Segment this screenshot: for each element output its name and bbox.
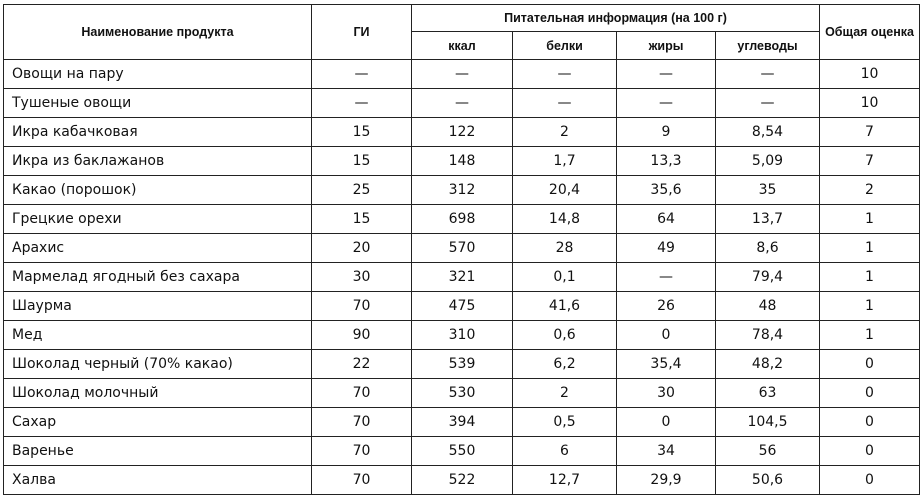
cell-protein: 20,4 <box>513 176 617 205</box>
table-row <box>4 147 920 176</box>
cell-score: 0 <box>820 466 920 495</box>
cell-fat: 29,9 <box>617 466 716 495</box>
cell-kcal: 550 <box>412 437 513 466</box>
cell-name: Шоколад молочный <box>4 379 312 408</box>
cell-score: 0 <box>820 437 920 466</box>
cell-kcal: 475 <box>412 292 513 321</box>
cell-kcal: 522 <box>412 466 513 495</box>
cell-protein: 41,6 <box>513 292 617 321</box>
cell-score: 7 <box>820 147 920 176</box>
table-row <box>4 292 920 321</box>
cell-name: Тушеные овощи <box>4 89 312 118</box>
cell-carbs: 8,54 <box>716 118 820 147</box>
cell-gi: 90 <box>312 321 412 350</box>
cell-gi: — <box>312 89 412 118</box>
nutrition-table <box>3 4 920 495</box>
cell-protein: 0,6 <box>513 321 617 350</box>
cell-protein: — <box>513 89 617 118</box>
table-row <box>4 408 920 437</box>
cell-gi: 70 <box>312 408 412 437</box>
cell-name: Икра кабачковая <box>4 118 312 147</box>
cell-carbs: 48 <box>716 292 820 321</box>
cell-score: 1 <box>820 321 920 350</box>
cell-protein: 2 <box>513 379 617 408</box>
cell-gi: 70 <box>312 466 412 495</box>
cell-name: Икра из баклажанов <box>4 147 312 176</box>
cell-fat: 9 <box>617 118 716 147</box>
header-gi: ГИ <box>312 5 412 60</box>
cell-score: 10 <box>820 60 920 89</box>
header-nutrition-info: Питательная информация (на 100 г) <box>412 5 820 32</box>
table-row <box>4 437 920 466</box>
cell-name: Халва <box>4 466 312 495</box>
cell-protein: 1,7 <box>513 147 617 176</box>
cell-kcal: 570 <box>412 234 513 263</box>
cell-carbs: 50,6 <box>716 466 820 495</box>
table-row <box>4 205 920 234</box>
cell-protein: 6,2 <box>513 350 617 379</box>
cell-gi: 15 <box>312 118 412 147</box>
cell-kcal: 698 <box>412 205 513 234</box>
cell-gi: 30 <box>312 263 412 292</box>
cell-fat: 35,6 <box>617 176 716 205</box>
cell-score: 10 <box>820 89 920 118</box>
cell-name: Шоколад черный (70% какао) <box>4 350 312 379</box>
cell-gi: — <box>312 60 412 89</box>
table-row <box>4 321 920 350</box>
cell-score: 0 <box>820 408 920 437</box>
cell-carbs: 104,5 <box>716 408 820 437</box>
cell-protein: 14,8 <box>513 205 617 234</box>
cell-gi: 20 <box>312 234 412 263</box>
cell-carbs: 79,4 <box>716 263 820 292</box>
table-row <box>4 60 920 89</box>
cell-name: Мармелад ягодный без сахара <box>4 263 312 292</box>
header-fat: жиры <box>617 32 716 60</box>
cell-fat: 30 <box>617 379 716 408</box>
cell-fat: 35,4 <box>617 350 716 379</box>
cell-fat: 49 <box>617 234 716 263</box>
cell-score: 0 <box>820 350 920 379</box>
cell-protein: 28 <box>513 234 617 263</box>
cell-name: Варенье <box>4 437 312 466</box>
cell-kcal: 321 <box>412 263 513 292</box>
cell-gi: 15 <box>312 147 412 176</box>
cell-name: Шаурма <box>4 292 312 321</box>
cell-kcal: 310 <box>412 321 513 350</box>
header-kcal: ккал <box>412 32 513 60</box>
cell-fat: — <box>617 89 716 118</box>
table-row <box>4 350 920 379</box>
cell-carbs: 48,2 <box>716 350 820 379</box>
cell-kcal: 312 <box>412 176 513 205</box>
cell-carbs: 78,4 <box>716 321 820 350</box>
header-overall-score: Общая оценка <box>820 5 920 60</box>
cell-protein: — <box>513 60 617 89</box>
cell-fat: 26 <box>617 292 716 321</box>
table-row <box>4 234 920 263</box>
table-body <box>4 60 920 495</box>
cell-carbs: 8,6 <box>716 234 820 263</box>
cell-fat: 34 <box>617 437 716 466</box>
cell-gi: 22 <box>312 350 412 379</box>
cell-gi: 70 <box>312 292 412 321</box>
cell-carbs: — <box>716 60 820 89</box>
cell-carbs: 35 <box>716 176 820 205</box>
cell-fat: 0 <box>617 321 716 350</box>
table-row <box>4 118 920 147</box>
cell-name: Мед <box>4 321 312 350</box>
header-product-name: Наименование продукта <box>4 5 312 60</box>
cell-protein: 12,7 <box>513 466 617 495</box>
cell-score: 2 <box>820 176 920 205</box>
cell-score: 1 <box>820 292 920 321</box>
cell-name: Овощи на пару <box>4 60 312 89</box>
cell-fat: — <box>617 60 716 89</box>
cell-gi: 70 <box>312 437 412 466</box>
cell-kcal: 530 <box>412 379 513 408</box>
cell-kcal: 394 <box>412 408 513 437</box>
cell-carbs: 5,09 <box>716 147 820 176</box>
cell-protein: 2 <box>513 118 617 147</box>
cell-protein: 0,1 <box>513 263 617 292</box>
cell-name: Сахар <box>4 408 312 437</box>
table-row <box>4 176 920 205</box>
cell-gi: 70 <box>312 379 412 408</box>
cell-carbs: 56 <box>716 437 820 466</box>
cell-fat: — <box>617 263 716 292</box>
cell-fat: 0 <box>617 408 716 437</box>
cell-kcal: 539 <box>412 350 513 379</box>
cell-carbs: 13,7 <box>716 205 820 234</box>
table-row <box>4 263 920 292</box>
cell-fat: 64 <box>617 205 716 234</box>
cell-name: Какао (порошок) <box>4 176 312 205</box>
cell-kcal: — <box>412 60 513 89</box>
cell-protein: 0,5 <box>513 408 617 437</box>
cell-carbs: — <box>716 89 820 118</box>
cell-name: Арахис <box>4 234 312 263</box>
cell-score: 1 <box>820 263 920 292</box>
table-row <box>4 89 920 118</box>
cell-kcal: 148 <box>412 147 513 176</box>
table-row <box>4 466 920 495</box>
cell-kcal: 122 <box>412 118 513 147</box>
cell-fat: 13,3 <box>617 147 716 176</box>
cell-gi: 15 <box>312 205 412 234</box>
cell-gi: 25 <box>312 176 412 205</box>
cell-score: 1 <box>820 205 920 234</box>
cell-score: 0 <box>820 379 920 408</box>
table-row <box>4 379 920 408</box>
cell-carbs: 63 <box>716 379 820 408</box>
cell-protein: 6 <box>513 437 617 466</box>
header-protein: белки <box>513 32 617 60</box>
cell-name: Грецкие орехи <box>4 205 312 234</box>
cell-kcal: — <box>412 89 513 118</box>
cell-score: 1 <box>820 234 920 263</box>
cell-score: 7 <box>820 118 920 147</box>
header-carbs: углеводы <box>716 32 820 60</box>
